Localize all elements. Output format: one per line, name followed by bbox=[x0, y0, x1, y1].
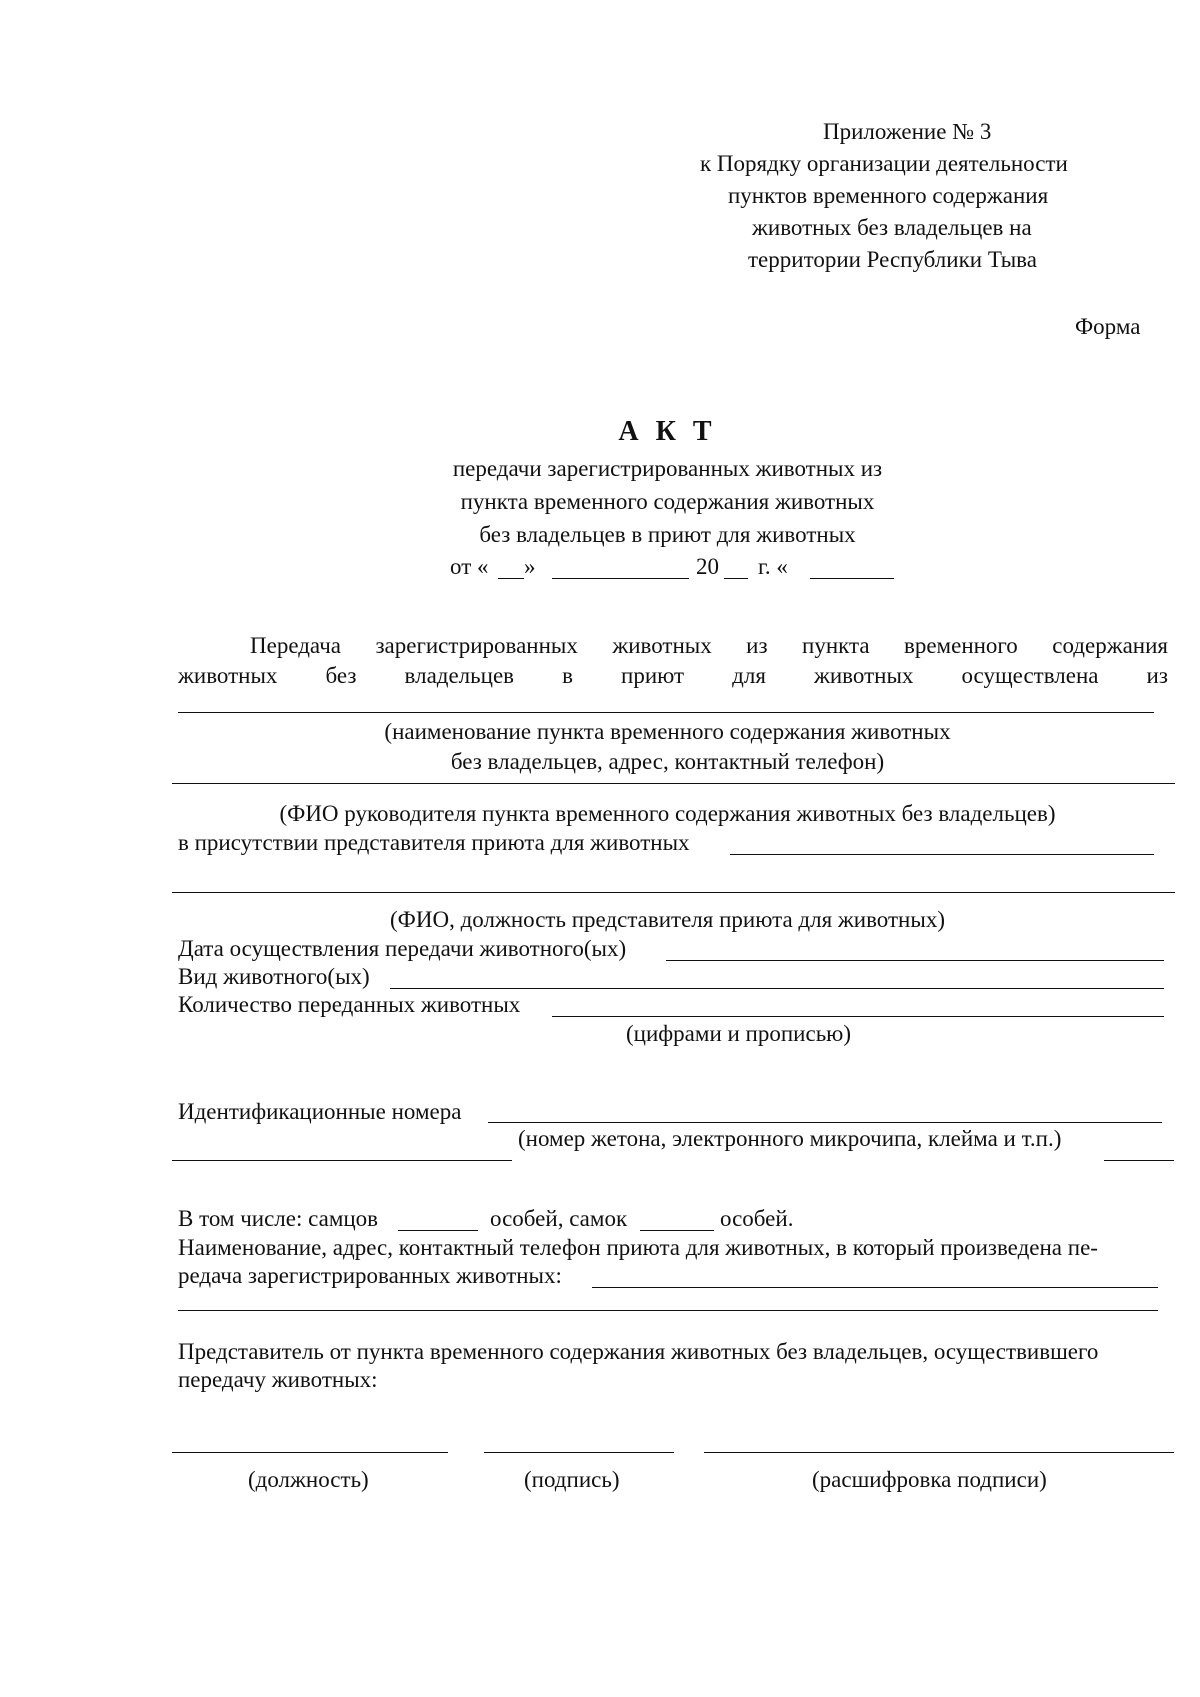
rep-line-1: Представитель от пункта временного содержания животных без владельцев, осуществившего bbox=[178, 1339, 1099, 1364]
shelter-rep-caption: (ФИО, должность представителя приюта для животных) bbox=[390, 907, 945, 932]
signature-decode-field[interactable] bbox=[704, 1452, 1174, 1453]
head-fio-field[interactable] bbox=[172, 783, 1175, 784]
appendix-number: Приложение № 3 bbox=[823, 119, 992, 144]
point-name-caption-2: без владельцев, адрес, контактный телефон) bbox=[450, 749, 885, 774]
shelter-rep-field[interactable] bbox=[172, 892, 1175, 893]
intro-word: без bbox=[325, 663, 357, 688]
shelter-info-line-1: Наименование, адрес, контактный телефон приюта для животных, в который произведена пе- bbox=[178, 1235, 1098, 1260]
appendix-line-2: пунктов временного содержания bbox=[728, 183, 1049, 208]
form-label: Форма bbox=[1075, 314, 1141, 339]
intro-word: для bbox=[732, 663, 766, 688]
shelter-info-field-continued[interactable] bbox=[178, 1310, 1158, 1311]
head-fio-caption: (ФИО руководителя пункта временного содержания животных без владельцев) bbox=[279, 801, 1056, 826]
intro-line-2 bbox=[178, 662, 1168, 690]
date-extra-field[interactable] bbox=[810, 578, 894, 579]
date-transfer-field[interactable] bbox=[666, 960, 1164, 961]
intro-word: осуществлена bbox=[961, 663, 1099, 688]
signature-decode-caption: (расшифровка подписи) bbox=[812, 1467, 1047, 1492]
count-caption: (цифрами и прописью) bbox=[626, 1021, 852, 1046]
date-suffix: г. « bbox=[758, 554, 788, 579]
date-transfer-label: Дата осуществления передачи животного(ых) bbox=[178, 936, 627, 961]
intro-word: из bbox=[1146, 663, 1168, 688]
incl-prefix: В том числе: самцов bbox=[178, 1206, 379, 1231]
incl-suffix: особей. bbox=[720, 1206, 794, 1231]
point-name-field[interactable] bbox=[178, 712, 1154, 713]
shelter-info-line-2: редача зарегистрированных животных: bbox=[178, 1263, 562, 1288]
intro-word: животных bbox=[178, 663, 278, 688]
signature-field[interactable] bbox=[484, 1452, 674, 1453]
date-prefix: от « bbox=[450, 554, 489, 579]
intro-word: временного bbox=[903, 633, 1018, 658]
intro-word: приют bbox=[621, 663, 685, 688]
intro-line-1 bbox=[250, 632, 1168, 660]
count-field[interactable] bbox=[552, 1016, 1164, 1017]
appendix-line-1: к Порядку организации деятельности bbox=[700, 151, 1068, 176]
appendix-line-3: животных без владельцев на bbox=[752, 215, 1032, 240]
intro-word: зарегистрированных bbox=[375, 633, 578, 658]
intro-word: содержания bbox=[1052, 633, 1168, 658]
point-name-caption-1: (наименование пункта временного содержания животных bbox=[384, 719, 951, 744]
appendix-line-4: территории Республики Тыва bbox=[748, 247, 1037, 272]
title-line-3: без владельцев в приют для животных bbox=[479, 522, 856, 547]
incl-mid: особей, самок bbox=[490, 1206, 628, 1231]
males-count-field[interactable] bbox=[398, 1230, 478, 1231]
ids-label: Идентификационные номера bbox=[178, 1099, 462, 1124]
intro-word: Передача bbox=[250, 633, 341, 658]
shelter-info-field[interactable] bbox=[592, 1287, 1158, 1288]
ids-caption: (номер жетона, электронного микрочипа, клейма и т.п.) bbox=[518, 1126, 1062, 1151]
date-month-field[interactable] bbox=[552, 578, 689, 579]
date-year-prefix: 20 bbox=[696, 554, 719, 579]
date-day-close: » bbox=[524, 554, 536, 579]
females-count-field[interactable] bbox=[640, 1230, 714, 1231]
presence-label: в присутствии представителя приюта для животных bbox=[178, 830, 690, 855]
intro-word: животных bbox=[612, 633, 712, 658]
presence-field[interactable] bbox=[730, 854, 1154, 855]
ids-field[interactable] bbox=[488, 1122, 1162, 1123]
title-line-2: пункта временного содержания животных bbox=[460, 489, 875, 514]
intro-word: в bbox=[562, 663, 573, 688]
title-line-1: передачи зарегистрированных животных из bbox=[452, 456, 883, 481]
animal-kind-label: Вид животного(ых) bbox=[178, 964, 370, 989]
ids-field-continued-left[interactable] bbox=[172, 1160, 512, 1161]
rep-line-2: передачу животных: bbox=[178, 1367, 378, 1392]
position-field[interactable] bbox=[172, 1452, 448, 1453]
intro-word: владельцев bbox=[404, 663, 515, 688]
position-caption: (должность) bbox=[248, 1467, 369, 1492]
animal-kind-field[interactable] bbox=[390, 988, 1164, 989]
date-day-field[interactable] bbox=[498, 578, 524, 579]
document-title: А К Т bbox=[618, 416, 717, 447]
ids-field-continued-right[interactable] bbox=[1104, 1160, 1174, 1161]
intro-word: животных bbox=[813, 663, 914, 688]
date-year-field[interactable] bbox=[724, 578, 748, 579]
intro-word: пункта bbox=[802, 633, 870, 658]
count-label: Количество переданных животных bbox=[178, 992, 521, 1017]
signature-caption: (подпись) bbox=[524, 1467, 620, 1492]
intro-word: из bbox=[746, 633, 768, 658]
